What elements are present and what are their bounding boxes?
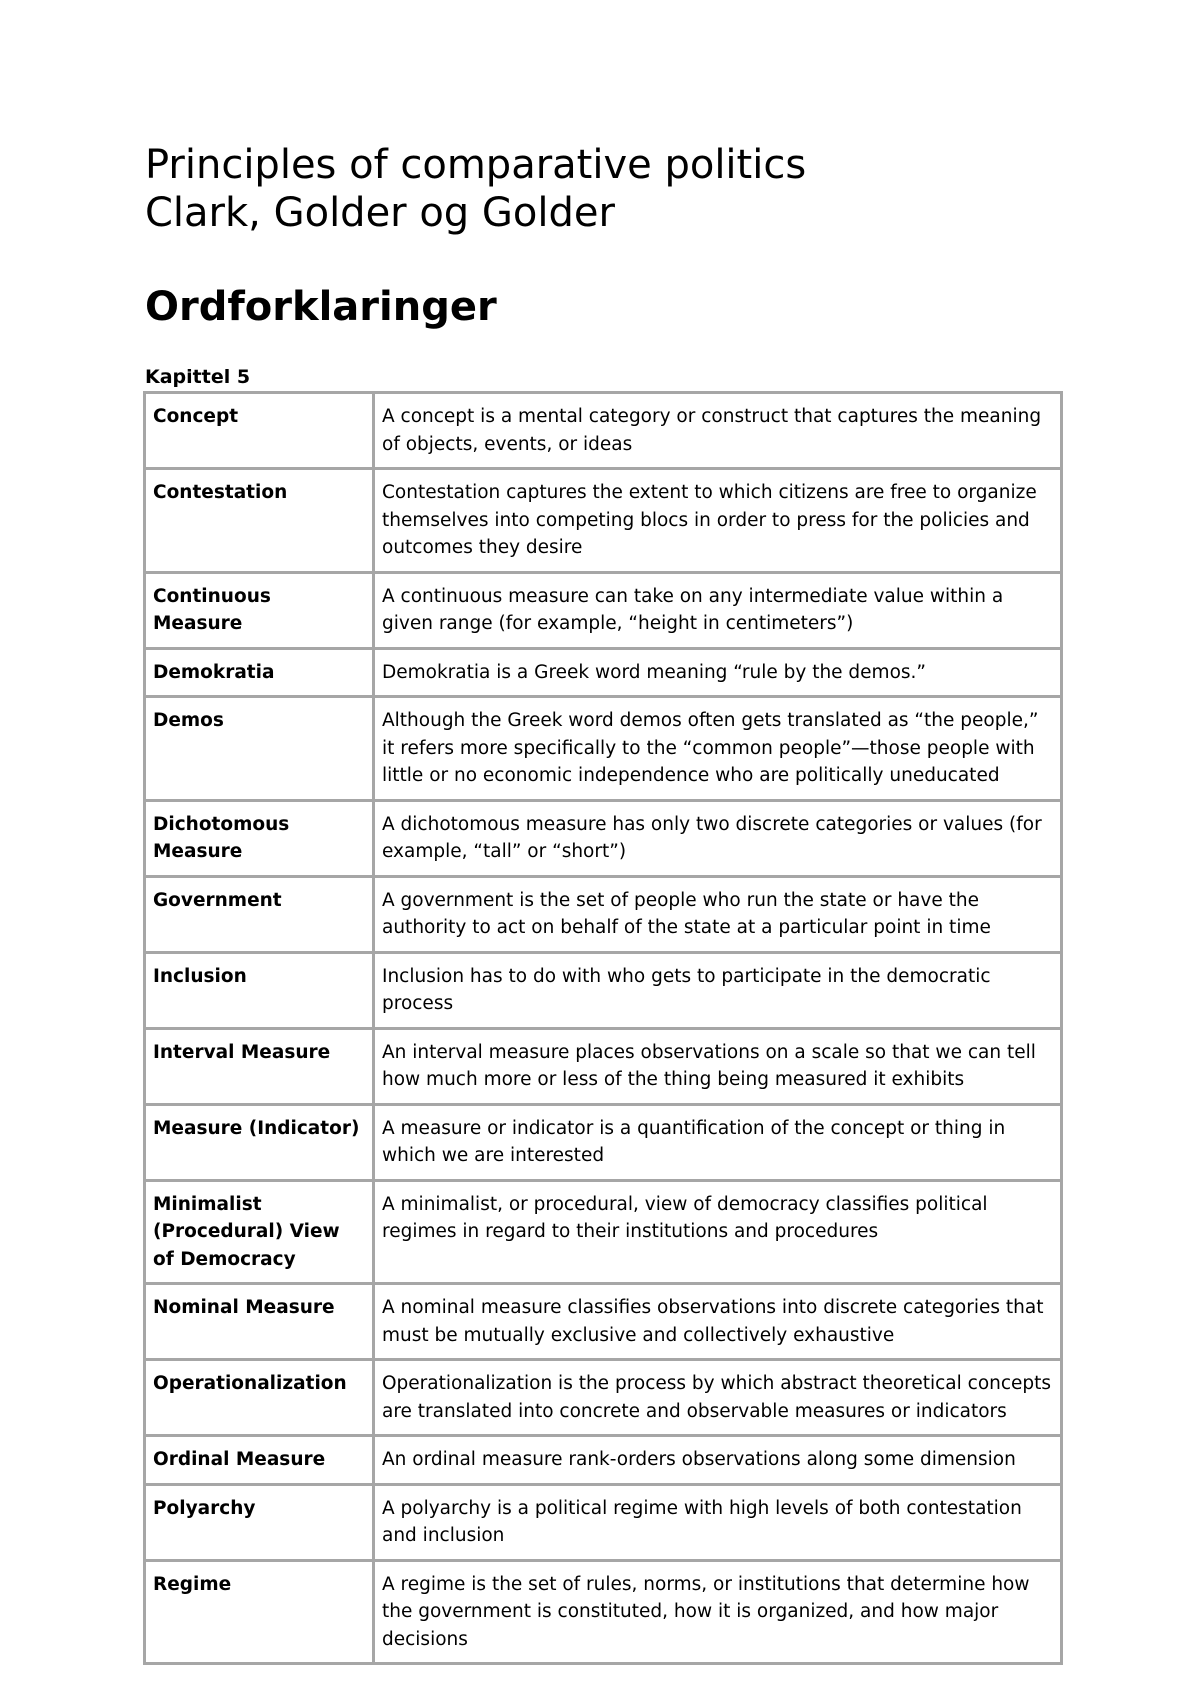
glossary-definition: Contestation captures the extent to which citizens are free to organize themselves into competing blocs in order to press for the policies and outcomes they desire xyxy=(374,469,1062,573)
table-row xyxy=(145,1436,1062,1485)
glossary-term: Continuous Measure xyxy=(145,572,374,648)
table-row xyxy=(145,1284,1062,1360)
table-row xyxy=(145,1028,1062,1104)
table-row xyxy=(145,697,1062,801)
table-row xyxy=(145,1104,1062,1180)
table-row xyxy=(145,469,1062,573)
table-row xyxy=(145,800,1062,876)
glossary-definition: A nominal measure classifies observations into discrete categories that must be mutually exclusive and collectively exhaustive xyxy=(374,1284,1062,1360)
table-row xyxy=(145,1560,1062,1664)
glossary-definition: A dichotomous measure has only two discrete categories or values (for example, “tall” or “short”) xyxy=(374,800,1062,876)
glossary-term: Ordinal Measure xyxy=(145,1436,374,1485)
chapter-label: Kapittel 5 xyxy=(145,366,251,388)
glossary-definition: A polyarchy is a political regime with high levels of both contestation and inclusion xyxy=(374,1484,1062,1560)
table-row xyxy=(145,393,1062,469)
glossary-definition: Although the Greek word demos often gets translated as “the people,” it refers more specifically to the “common people”—those people with little or no economic independence who are politically uneducated xyxy=(374,697,1062,801)
glossary-term: Contestation xyxy=(145,469,374,573)
glossary-term: Government xyxy=(145,876,374,952)
table-row xyxy=(145,1484,1062,1560)
table-row xyxy=(145,648,1062,697)
glossary-definition: A continuous measure can take on any intermediate value within a given range (for example, “height in centimeters”) xyxy=(374,572,1062,648)
table-row xyxy=(145,876,1062,952)
glossary-term: Demokratia xyxy=(145,648,374,697)
table-row xyxy=(145,572,1062,648)
glossary-table xyxy=(143,391,1063,1665)
glossary-definition: A measure or indicator is a quantification of the concept or thing in which we are interested xyxy=(374,1104,1062,1180)
glossary-term: Minimalist (Procedural) View of Democracy xyxy=(145,1180,374,1284)
glossary-definition: An ordinal measure rank-orders observations along some dimension xyxy=(374,1436,1062,1485)
glossary-term: Operationalization xyxy=(145,1360,374,1436)
glossary-definition: A minimalist, or procedural, view of democracy classifies political regimes in regard to their institutions and procedures xyxy=(374,1180,1062,1284)
glossary-definition: Demokratia is a Greek word meaning “rule by the demos.” xyxy=(374,648,1062,697)
table-row xyxy=(145,1180,1062,1284)
document-authors: Clark, Golder og Golder xyxy=(145,190,615,236)
glossary-definition: An interval measure places observations on a scale so that we can tell how much more or less of the thing being measured it exhibits xyxy=(374,1028,1062,1104)
document-title: Principles of comparative politics xyxy=(145,142,807,188)
glossary-term: Demos xyxy=(145,697,374,801)
glossary-term: Regime xyxy=(145,1560,374,1664)
glossary-definition: Operationalization is the process by which abstract theoretical concepts are translated into concrete and observable measures or indicators xyxy=(374,1360,1062,1436)
glossary-definition: A regime is the set of rules, norms, or institutions that determine how the government is constituted, how it is organized, and how major decisions xyxy=(374,1560,1062,1664)
section-heading: Ordforklaringer xyxy=(145,284,497,330)
glossary-term: Inclusion xyxy=(145,952,374,1028)
glossary-definition: A concept is a mental category or construct that captures the meaning of objects, events, or ideas xyxy=(374,393,1062,469)
table-row xyxy=(145,1360,1062,1436)
glossary-term: Measure (Indicator) xyxy=(145,1104,374,1180)
glossary-definition: Inclusion has to do with who gets to participate in the democratic process xyxy=(374,952,1062,1028)
glossary-term: Dichotomous Measure xyxy=(145,800,374,876)
glossary-definition: A government is the set of people who run the state or have the authority to act on behalf of the state at a particular point in time xyxy=(374,876,1062,952)
glossary-term: Polyarchy xyxy=(145,1484,374,1560)
glossary-term: Interval Measure xyxy=(145,1028,374,1104)
table-row xyxy=(145,952,1062,1028)
glossary-term: Concept xyxy=(145,393,374,469)
glossary-term: Nominal Measure xyxy=(145,1284,374,1360)
